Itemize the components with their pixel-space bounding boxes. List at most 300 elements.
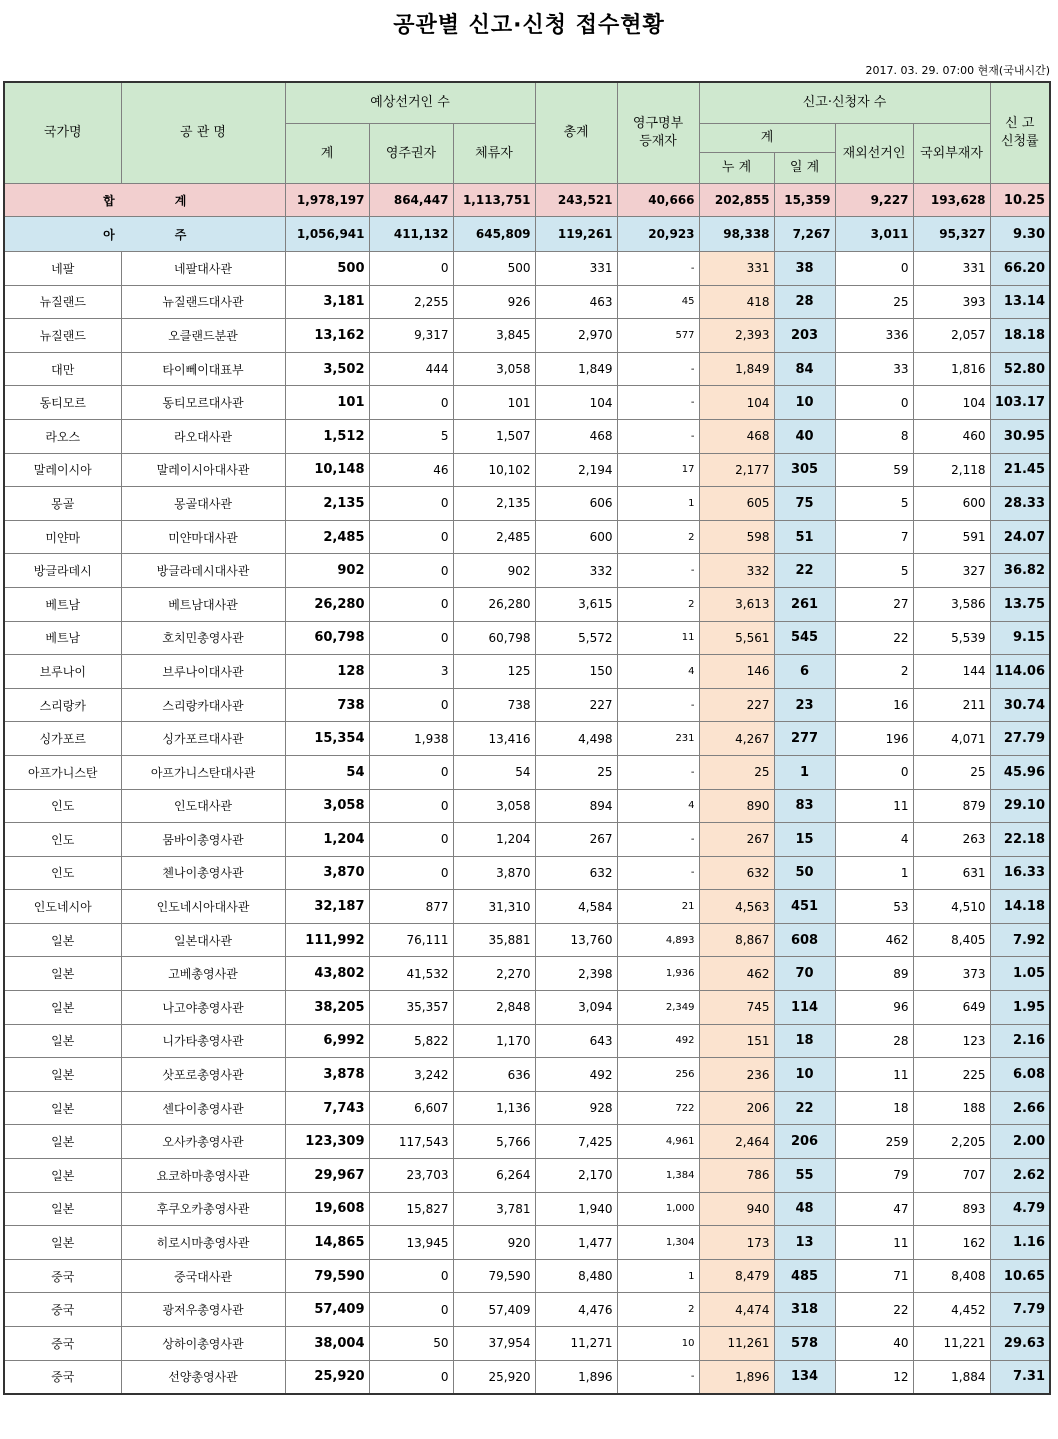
absentee-cell: 11,221: [913, 1327, 990, 1361]
registry-cell: 45: [617, 285, 699, 319]
absentee-cell: 649: [913, 991, 990, 1025]
country-cell: 인도네시아: [4, 890, 121, 924]
expected-total-cell: 13,162: [285, 319, 369, 353]
mission-cell: 라오대사관: [121, 419, 285, 453]
daily-cell: 75: [774, 487, 835, 521]
cell: 3,011: [835, 217, 913, 252]
absentee-cell: 879: [913, 789, 990, 823]
permanent-cell: 444: [369, 352, 453, 386]
grand-total-cell: 643: [535, 1024, 617, 1058]
mission-cell: 싱가포르대사관: [121, 722, 285, 756]
cell: 202,855: [699, 184, 774, 217]
registry-cell: 256: [617, 1058, 699, 1092]
daily-cell: 134: [774, 1360, 835, 1394]
cell: 40,666: [617, 184, 699, 217]
absentee-cell: 373: [913, 957, 990, 991]
cell: 9,227: [835, 184, 913, 217]
country-cell: 방글라데시: [4, 554, 121, 588]
grand-total-cell: 1,849: [535, 352, 617, 386]
country-cell: 중국: [4, 1327, 121, 1361]
overseas-voters-cell: 40: [835, 1327, 913, 1361]
registry-cell: 1,304: [617, 1226, 699, 1260]
table-body: [4, 184, 1050, 1395]
permanent-cell: 41,532: [369, 957, 453, 991]
overseas-voters-cell: 16: [835, 688, 913, 722]
country-cell: 일본: [4, 957, 121, 991]
expected-total-cell: 32,187: [285, 890, 369, 924]
sojourn-cell: 3,845: [453, 319, 535, 353]
cumulative-cell: 331: [699, 252, 774, 286]
absentee-cell: 591: [913, 520, 990, 554]
col-expected-total: 계: [285, 124, 369, 184]
permanent-cell: 0: [369, 554, 453, 588]
overseas-voters-cell: 33: [835, 352, 913, 386]
overseas-voters-cell: 5: [835, 554, 913, 588]
page-title: 공관별 신고·신청 접수현황: [393, 13, 665, 38]
country-cell: 뉴질랜드: [4, 319, 121, 353]
absentee-cell: 8,405: [913, 923, 990, 957]
daily-cell: 55: [774, 1159, 835, 1193]
daily-cell: 318: [774, 1293, 835, 1327]
table-row: [4, 1091, 1050, 1125]
permanent-cell: 3: [369, 655, 453, 689]
overseas-voters-cell: 2: [835, 655, 913, 689]
table-row: [4, 1125, 1050, 1159]
daily-cell: 114: [774, 991, 835, 1025]
absentee-cell: 123: [913, 1024, 990, 1058]
cumulative-cell: 227: [699, 688, 774, 722]
absentee-cell: 2,205: [913, 1125, 990, 1159]
sojourn-cell: 1,170: [453, 1024, 535, 1058]
col-rate: 신 고 신청률: [990, 82, 1050, 184]
cumulative-cell: 605: [699, 487, 774, 521]
overseas-voters-cell: 0: [835, 386, 913, 420]
country-cell: 브루나이: [4, 655, 121, 689]
permanent-cell: 0: [369, 1259, 453, 1293]
cumulative-cell: 151: [699, 1024, 774, 1058]
table-row: [4, 1159, 1050, 1193]
absentee-cell: 5,539: [913, 621, 990, 655]
mission-cell: 네팔대사관: [121, 252, 285, 286]
cell: 15,359: [774, 184, 835, 217]
daily-cell: 18: [774, 1024, 835, 1058]
expected-total-cell: 7,743: [285, 1091, 369, 1125]
overseas-voters-cell: 18: [835, 1091, 913, 1125]
country-cell: 일본: [4, 1192, 121, 1226]
overseas-voters-cell: 1: [835, 856, 913, 890]
permanent-cell: 0: [369, 755, 453, 789]
cumulative-cell: 1,849: [699, 352, 774, 386]
mission-cell: 동티모르대사관: [121, 386, 285, 420]
rate-cell: 24.07: [990, 520, 1050, 554]
mission-cell: 선양총영사관: [121, 1360, 285, 1394]
grand-total-cell: 1,477: [535, 1226, 617, 1260]
mission-cell: 니가타총영사관: [121, 1024, 285, 1058]
grand-total-cell: 2,170: [535, 1159, 617, 1193]
cumulative-cell: 468: [699, 419, 774, 453]
absentee-cell: 162: [913, 1226, 990, 1260]
registry-cell: 1,000: [617, 1192, 699, 1226]
grand-total-cell: 463: [535, 285, 617, 319]
daily-cell: 545: [774, 621, 835, 655]
country-cell: 중국: [4, 1259, 121, 1293]
daily-cell: 22: [774, 1091, 835, 1125]
daily-cell: 84: [774, 352, 835, 386]
rate-cell: 36.82: [990, 554, 1050, 588]
grand-total-cell: 4,584: [535, 890, 617, 924]
permanent-cell: 50: [369, 1327, 453, 1361]
daily-cell: 23: [774, 688, 835, 722]
registry-cell: 4: [617, 655, 699, 689]
mission-cell: 일본대사관: [121, 923, 285, 957]
registry-cell: -: [617, 419, 699, 453]
sojourn-cell: 25,920: [453, 1360, 535, 1394]
grand-total-cell: 4,498: [535, 722, 617, 756]
registry-cell: 492: [617, 1024, 699, 1058]
expected-total-cell: 3,058: [285, 789, 369, 823]
daily-cell: 50: [774, 856, 835, 890]
expected-total-cell: 2,135: [285, 487, 369, 521]
cumulative-cell: 2,177: [699, 453, 774, 487]
mission-cell: 고베총영사관: [121, 957, 285, 991]
mission-cell: 히로시마총영사관: [121, 1226, 285, 1260]
cell: 193,628: [913, 184, 990, 217]
sojourn-cell: 1,507: [453, 419, 535, 453]
table-row: [4, 587, 1050, 621]
expected-total-cell: 43,802: [285, 957, 369, 991]
mission-cell: 나고야총영사관: [121, 991, 285, 1025]
mission-cell: 스리랑카대사관: [121, 688, 285, 722]
daily-cell: 6: [774, 655, 835, 689]
sojourn-cell: 31,310: [453, 890, 535, 924]
cumulative-cell: 4,563: [699, 890, 774, 924]
sojourn-cell: 3,058: [453, 789, 535, 823]
col-country: 국가명: [4, 82, 121, 184]
grand-total-cell: 2,194: [535, 453, 617, 487]
permanent-cell: 76,111: [369, 923, 453, 957]
table-row: [4, 621, 1050, 655]
grand-total-cell: 492: [535, 1058, 617, 1092]
country-cell: 일본: [4, 1024, 121, 1058]
absentee-cell: 893: [913, 1192, 990, 1226]
registry-cell: -: [617, 755, 699, 789]
permanent-cell: 0: [369, 487, 453, 521]
overseas-voters-cell: 11: [835, 789, 913, 823]
rate-cell: 29.10: [990, 789, 1050, 823]
overseas-voters-cell: 71: [835, 1259, 913, 1293]
table-row: [4, 453, 1050, 487]
registry-cell: -: [617, 688, 699, 722]
grand-total-cell: 332: [535, 554, 617, 588]
permanent-cell: 6,607: [369, 1091, 453, 1125]
grand-total-cell: 600: [535, 520, 617, 554]
permanent-cell: 15,827: [369, 1192, 453, 1226]
grand-total-cell: 150: [535, 655, 617, 689]
daily-cell: 305: [774, 453, 835, 487]
absentee-cell: 2,057: [913, 319, 990, 353]
mission-cell: 인도대사관: [121, 789, 285, 823]
overseas-voters-cell: 28: [835, 1024, 913, 1058]
overseas-voters-cell: 336: [835, 319, 913, 353]
sojourn-cell: 60,798: [453, 621, 535, 655]
permanent-cell: 46: [369, 453, 453, 487]
country-cell: 미얀마: [4, 520, 121, 554]
daily-cell: 608: [774, 923, 835, 957]
sojourn-cell: 125: [453, 655, 535, 689]
table-row: [4, 1226, 1050, 1260]
sojourn-cell: 902: [453, 554, 535, 588]
cumulative-cell: 5,561: [699, 621, 774, 655]
table-row: [4, 1259, 1050, 1293]
cell: 1,056,941: [285, 217, 369, 252]
rate-cell: 30.74: [990, 688, 1050, 722]
expected-total-cell: 123,309: [285, 1125, 369, 1159]
expected-total-cell: 60,798: [285, 621, 369, 655]
col-applicants: 신고·신청자 수: [699, 82, 990, 124]
daily-cell: 22: [774, 554, 835, 588]
registry-cell: 2: [617, 1293, 699, 1327]
cumulative-cell: 25: [699, 755, 774, 789]
rate-cell: 21.45: [990, 453, 1050, 487]
country-cell: 스리랑카: [4, 688, 121, 722]
table-row: [4, 285, 1050, 319]
absentee-cell: 4,071: [913, 722, 990, 756]
mission-cell: 타이뻬이대표부: [121, 352, 285, 386]
country-cell: 아프가니스탄: [4, 755, 121, 789]
registry-cell: -: [617, 252, 699, 286]
cell: 119,261: [535, 217, 617, 252]
registry-cell: 21: [617, 890, 699, 924]
daily-cell: 48: [774, 1192, 835, 1226]
sojourn-cell: 3,058: [453, 352, 535, 386]
col-permanent-registry: 영구명부 등재자: [617, 82, 699, 184]
country-cell: 인도: [4, 856, 121, 890]
cumulative-cell: 462: [699, 957, 774, 991]
table-row: [4, 856, 1050, 890]
permanent-cell: 877: [369, 890, 453, 924]
permanent-cell: 23,703: [369, 1159, 453, 1193]
expected-total-cell: 14,865: [285, 1226, 369, 1260]
cumulative-cell: 1,896: [699, 1360, 774, 1394]
expected-total-cell: 10,148: [285, 453, 369, 487]
table-row: [4, 352, 1050, 386]
cumulative-cell: 332: [699, 554, 774, 588]
country-cell: 뉴질랜드: [4, 285, 121, 319]
overseas-voters-cell: 22: [835, 621, 913, 655]
mission-cell: 말레이시아대사관: [121, 453, 285, 487]
country-cell: 일본: [4, 991, 121, 1025]
country-cell: 일본: [4, 923, 121, 957]
rate-cell: 9.15: [990, 621, 1050, 655]
grand-total-cell: 267: [535, 823, 617, 857]
overseas-voters-cell: 96: [835, 991, 913, 1025]
cell: 1,978,197: [285, 184, 369, 217]
cell: 864,447: [369, 184, 453, 217]
rate-cell: 16.33: [990, 856, 1050, 890]
grand-total-cell: 1,940: [535, 1192, 617, 1226]
overseas-voters-cell: 22: [835, 1293, 913, 1327]
absentee-cell: 331: [913, 252, 990, 286]
absentee-cell: 263: [913, 823, 990, 857]
daily-cell: 277: [774, 722, 835, 756]
country-cell: 인도: [4, 823, 121, 857]
daily-cell: 70: [774, 957, 835, 991]
absentee-cell: 4,510: [913, 890, 990, 924]
registry-cell: 577: [617, 319, 699, 353]
registry-cell: 4: [617, 789, 699, 823]
country-cell: 몽골: [4, 487, 121, 521]
country-cell: 인도: [4, 789, 121, 823]
table-row: [4, 789, 1050, 823]
sojourn-cell: 738: [453, 688, 535, 722]
table-row: [4, 1327, 1050, 1361]
mission-cell: 중국대사관: [121, 1259, 285, 1293]
table-row: [4, 520, 1050, 554]
grand-total-cell: 4,476: [535, 1293, 617, 1327]
cumulative-cell: 2,464: [699, 1125, 774, 1159]
as-of-timestamp: 2017. 03. 29. 07:00 현재(국내시간): [865, 64, 1050, 77]
grand-total-cell: 3,615: [535, 587, 617, 621]
registry-cell: 2: [617, 587, 699, 621]
grand-total-cell: 7,425: [535, 1125, 617, 1159]
permanent-cell: 5: [369, 419, 453, 453]
sojourn-cell: 3,870: [453, 856, 535, 890]
registry-cell: 11: [617, 621, 699, 655]
table-row: [4, 688, 1050, 722]
overseas-voters-cell: 7: [835, 520, 913, 554]
sojourn-cell: 54: [453, 755, 535, 789]
permanent-cell: 0: [369, 621, 453, 655]
country-cell: 베트남: [4, 621, 121, 655]
rate-cell: 2.66: [990, 1091, 1050, 1125]
rate-cell: 10.65: [990, 1259, 1050, 1293]
rate-cell: 22.18: [990, 823, 1050, 857]
overseas-voters-cell: 11: [835, 1058, 913, 1092]
expected-total-cell: 38,004: [285, 1327, 369, 1361]
registry-cell: 4,961: [617, 1125, 699, 1159]
mission-cell: 몽골대사관: [121, 487, 285, 521]
cumulative-cell: 104: [699, 386, 774, 420]
rate-cell: 1.05: [990, 957, 1050, 991]
registry-cell: 2,349: [617, 991, 699, 1025]
sojourn-cell: 2,270: [453, 957, 535, 991]
mission-cell: 인도네시아대사관: [121, 890, 285, 924]
rate-cell: 29.63: [990, 1327, 1050, 1361]
grand-total-cell: 11,271: [535, 1327, 617, 1361]
expected-total-cell: 25,920: [285, 1360, 369, 1394]
country-cell: 네팔: [4, 252, 121, 286]
sojourn-cell: 500: [453, 252, 535, 286]
expected-total-cell: 902: [285, 554, 369, 588]
daily-cell: 10: [774, 386, 835, 420]
rate-cell: 27.79: [990, 722, 1050, 756]
country-cell: 라오스: [4, 419, 121, 453]
cumulative-cell: 8,867: [699, 923, 774, 957]
table-row: [4, 386, 1050, 420]
sojourn-cell: 26,280: [453, 587, 535, 621]
country-cell: 싱가포르: [4, 722, 121, 756]
grand-total-cell: 928: [535, 1091, 617, 1125]
grand-total-cell: 5,572: [535, 621, 617, 655]
cell: 95,327: [913, 217, 990, 252]
permanent-cell: 1,938: [369, 722, 453, 756]
rate-cell: 7.92: [990, 923, 1050, 957]
overseas-voters-cell: 59: [835, 453, 913, 487]
expected-total-cell: 1,204: [285, 823, 369, 857]
absentee-cell: 144: [913, 655, 990, 689]
mission-cell: 삿포로총영사관: [121, 1058, 285, 1092]
table-row: [4, 554, 1050, 588]
mission-cell: 센다이총영사관: [121, 1091, 285, 1125]
summary-label: 합 계: [4, 184, 285, 217]
permanent-cell: 0: [369, 1360, 453, 1394]
table-row: [4, 890, 1050, 924]
cumulative-cell: 745: [699, 991, 774, 1025]
rate-cell: 13.14: [990, 285, 1050, 319]
cumulative-cell: 4,474: [699, 1293, 774, 1327]
col-grand-total: 총계: [535, 82, 617, 184]
overseas-voters-cell: 89: [835, 957, 913, 991]
sojourn-cell: 636: [453, 1058, 535, 1092]
daily-cell: 203: [774, 319, 835, 353]
mission-cell: 호치민총영사관: [121, 621, 285, 655]
grand-total-cell: 3,094: [535, 991, 617, 1025]
sojourn-cell: 57,409: [453, 1293, 535, 1327]
rate-cell: 6.08: [990, 1058, 1050, 1092]
expected-total-cell: 38,205: [285, 991, 369, 1025]
expected-total-cell: 3,870: [285, 856, 369, 890]
cumulative-cell: 173: [699, 1226, 774, 1260]
sojourn-cell: 1,204: [453, 823, 535, 857]
cumulative-cell: 940: [699, 1192, 774, 1226]
permanent-cell: 0: [369, 789, 453, 823]
cell: 411,132: [369, 217, 453, 252]
table-row: [4, 1024, 1050, 1058]
summary-row-total: [4, 184, 1050, 217]
grand-total-cell: 1,896: [535, 1360, 617, 1394]
mission-cell: 브루나이대사관: [121, 655, 285, 689]
permanent-cell: 0: [369, 856, 453, 890]
grand-total-cell: 632: [535, 856, 617, 890]
country-cell: 중국: [4, 1293, 121, 1327]
expected-total-cell: 57,409: [285, 1293, 369, 1327]
sojourn-cell: 2,848: [453, 991, 535, 1025]
absentee-cell: 3,586: [913, 587, 990, 621]
rate-cell: 7.79: [990, 1293, 1050, 1327]
rate-cell: 28.33: [990, 487, 1050, 521]
daily-cell: 206: [774, 1125, 835, 1159]
permanent-cell: 5,822: [369, 1024, 453, 1058]
mission-cell: 미얀마대사관: [121, 520, 285, 554]
overseas-voters-cell: 4: [835, 823, 913, 857]
mission-cell: 오클랜드분관: [121, 319, 285, 353]
sojourn-cell: 926: [453, 285, 535, 319]
country-cell: 일본: [4, 1091, 121, 1125]
permanent-cell: 0: [369, 386, 453, 420]
registry-cell: 4,893: [617, 923, 699, 957]
absentee-cell: 600: [913, 487, 990, 521]
permanent-cell: 13,945: [369, 1226, 453, 1260]
daily-cell: 1: [774, 755, 835, 789]
table-row: [4, 252, 1050, 286]
rate-cell: 7.31: [990, 1360, 1050, 1394]
mission-cell: 뭄바이총영사관: [121, 823, 285, 857]
table-row: [4, 957, 1050, 991]
overseas-voters-cell: 47: [835, 1192, 913, 1226]
country-cell: 일본: [4, 1226, 121, 1260]
grand-total-cell: 606: [535, 487, 617, 521]
overseas-voters-cell: 462: [835, 923, 913, 957]
